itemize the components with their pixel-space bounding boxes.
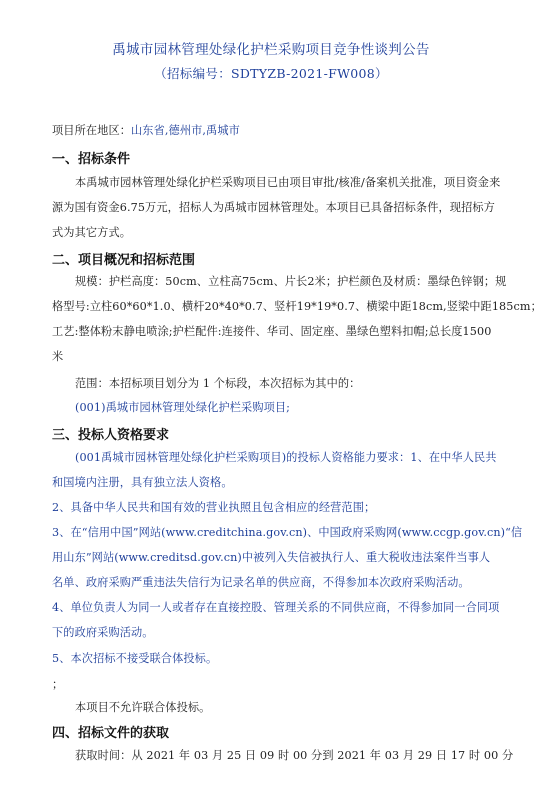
page-title: 禹城市园林管理处绿化护栏采购项目竞争性谈判公告 [112, 42, 430, 58]
paragraph-line: ； [52, 678, 64, 691]
paragraph-line: 格型号:立柱60*60*1.0、横杆20*40*0.7、竖杆19*19*0.7、横梁中距18cm,竖梁中距185cm； [52, 300, 542, 313]
paragraph-line: 4、单位负责人为同一人或者存在直接控股、管理关系的不同供应商，不得参加同一合同项 [52, 601, 500, 614]
paragraph-line: 范围：本招标项目划分为 1 个标段，本次招标为其中的： [75, 377, 361, 390]
project-location [52, 122, 240, 138]
paragraph-line: 获取时间：从 2021 年 03 月 25 日 09 时 00 分到 2021 年 03 月 29 日 17 时 00 分 [75, 749, 514, 762]
paragraph-line: 规模：护栏高度：50cm、立柱高75cm、片长2米；护栏颜色及材质：墨绿色锌钢；规 [75, 275, 507, 288]
location-label: 项目所在地区： [52, 124, 132, 137]
paragraph-line: 5、本次招标不接受联合体投标。 [52, 652, 218, 665]
paragraph-line: 工艺:整体粉末静电喷涂;护栏配件:连接件、华司、固定座、墨绿色塑料扣帽;总长度1500 [52, 325, 492, 338]
paragraph-line: 式为其它方式。 [52, 226, 132, 239]
paragraph-line: 和国境内注册，具有独立法人资格。 [52, 476, 233, 489]
paragraph-line: 名单、政府采购严重违法失信行为记录名单的供应商，不得参加本次政府采购活动。 [52, 576, 470, 589]
section-heading-2: 二、项目概况和招标范围 [52, 253, 196, 268]
paragraph-line: (001禹城市园林管理处绿化护栏采购项目)的投标人资格能力要求：1、在中华人民共 [75, 451, 497, 464]
paragraph-line: 米 [52, 350, 64, 363]
section-heading-4: 四、招标文件的获取 [52, 726, 170, 741]
paragraph-line: 源为国有资金6.75万元，招标人为禹城市园林管理处。本项目已具备招标条件，现招标方 [52, 201, 495, 214]
paragraph-line: 本项目不允许联合体投标。 [75, 701, 211, 714]
paragraph-line: 2、具备中华人民共和国有效的营业执照且包含相应的经营范围； [52, 501, 376, 514]
lot-item: (001)禹城市园林管理处绿化护栏采购项目; [75, 401, 291, 414]
paragraph-line: 本禹城市园林管理处绿化护栏采购项目已由项目审批/核准/备案机关批准，项目资金来 [75, 176, 501, 189]
paragraph-line: 用山东”网站(www.creditsd.gov.cn)中被列入失信被执行人、重大税收违法案件当事人 [52, 551, 491, 564]
section-heading-1: 一、招标条件 [52, 152, 131, 167]
section-heading-3: 三、投标人资格要求 [52, 428, 170, 443]
tender-number: （招标编号：SDTYZB-2021-FW008） [154, 66, 388, 81]
paragraph-line: 下的政府采购活动。 [52, 626, 154, 639]
location-value: 山东省,德州市,禹城市 [131, 124, 240, 137]
paragraph-line: 3、在“信用中国”网站(www.creditchina.gov.cn)、中国政府采购网(www.ccgp.gov.cn)“信 [52, 526, 523, 539]
